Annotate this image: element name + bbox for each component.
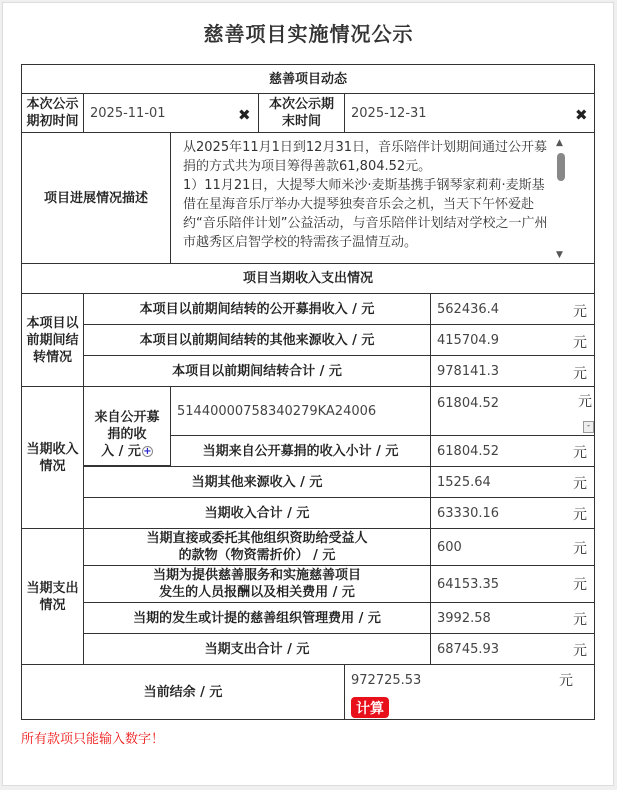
plus-icon[interactable]: +: [143, 446, 152, 457]
public-source-amount: 61804.52: [437, 396, 500, 411]
period-end-value: 2025-12-31: [351, 105, 427, 121]
unit-label: 元: [573, 577, 587, 593]
expense-admin-value: 3992.58: [437, 610, 491, 626]
page-title: 慈善项目实施情况公示: [203, 22, 414, 46]
expense-service-field[interactable]: [430, 565, 595, 603]
period-end-label: 本次公示期 末时间: [258, 93, 345, 133]
public-subtotal-field[interactable]: [430, 435, 595, 467]
unit-label: 元: [573, 476, 587, 492]
public-source-amount-field[interactable]: [430, 386, 595, 436]
unit-label: 元: [573, 612, 587, 628]
period-end-field[interactable]: [344, 93, 595, 133]
progress-text: 从2025年11月1日到12月31日，音乐陪伴计划期间通过公开募捐的方式共为项目筹得善款61,804.52元。 1）11月21日，大提琴大师米沙·麦斯基携手钢琴家莉莉·麦斯基借在星海音乐厅举办大提琴独奏音乐会之机，当天下午怀爱赴约“音乐陪伴计划”公益活动，与音乐陪伴计划结对学校之一广州市越秀区启智学校的特需孩子温情互动。: [183, 140, 548, 250]
progress-scrollbar[interactable]: [555, 138, 567, 260]
unit-label: 元: [573, 304, 587, 320]
expense-total-label: 当期支出合计 / 元: [83, 633, 431, 665]
public-subtotal-value: 61804.52: [437, 443, 500, 459]
expense-direct-value: 600: [437, 539, 462, 555]
unit-label: 元: [573, 335, 587, 351]
unit-label: 元: [573, 507, 587, 523]
expense-admin-field[interactable]: [430, 602, 595, 634]
other-income-field[interactable]: [430, 466, 595, 498]
expense-total-field[interactable]: [430, 633, 595, 665]
unit-label: 元: [578, 394, 592, 410]
progress-label: 项目进展情况描述: [21, 132, 171, 264]
warning-text: 所有款项只能输入数字！: [21, 732, 165, 747]
expense-service-label: 当期为提供慈善服务和实施慈善项目 发生的人员报酬以及相关费用 / 元: [83, 565, 431, 603]
income-group-label: 当期收入 情况: [21, 386, 84, 529]
section-header-finance: 项目当期收入支出情况: [21, 263, 595, 294]
expense-admin-label: 当期的发生或计提的慈善组织管理费用 / 元: [83, 602, 431, 634]
period-start-value: 2025-11-01: [90, 105, 166, 121]
expense-direct-label: 当期直接或委托其他组织资助给受益人 的款物（物资需折价） / 元: [83, 528, 431, 566]
prior-total-value: 978141.3: [437, 363, 500, 379]
expense-total-value: 68745.93: [437, 641, 500, 657]
prior-other-field[interactable]: [430, 324, 595, 356]
unit-label: 元: [573, 541, 587, 557]
public-source-label-cell: [83, 386, 171, 466]
prior-other-label: 本项目以前期间结转的其他来源收入 / 元: [83, 324, 431, 356]
prior-public-label: 本项目以前期间结转的公开募捐收入 / 元: [83, 293, 431, 325]
expense-group-label: 当期支出 情况: [21, 528, 84, 665]
prior-other-value: 415704.9: [437, 332, 500, 348]
close-icon[interactable]: ✖: [238, 106, 251, 124]
other-income-value: 1525.64: [437, 474, 491, 490]
period-start-label: 本次公示 期初时间: [21, 93, 84, 133]
unit-label: 元: [559, 673, 573, 689]
income-total-field[interactable]: [430, 497, 595, 529]
scroll-down-icon[interactable]: ▼: [556, 250, 563, 260]
prior-total-field[interactable]: [430, 355, 595, 387]
expense-service-value: 64153.35: [437, 576, 500, 592]
unit-label: 元: [573, 643, 587, 659]
period-start-field[interactable]: [83, 93, 259, 133]
public-source-label: 来自公开募 捐的收 入 / 元: [94, 410, 160, 459]
public-source-code: 5144000075834027​9KA24006: [177, 403, 377, 419]
unit-label: 元: [573, 366, 587, 382]
unit-label: 元: [573, 445, 587, 461]
scroll-thumb[interactable]: [557, 153, 565, 181]
income-total-label: 当期收入合计 / 元: [83, 497, 431, 529]
close-icon[interactable]: ✖: [575, 106, 588, 124]
other-income-label: 当期其他来源收入 / 元: [83, 466, 431, 498]
balance-label: 当前结余 / 元: [21, 664, 345, 720]
public-source-code-field[interactable]: [170, 386, 431, 436]
calculate-button[interactable]: 计算: [351, 697, 389, 718]
prior-group-label: 本项目以 前期间结 转情况: [21, 293, 84, 387]
scroll-up-icon[interactable]: ▲: [556, 138, 563, 148]
remove-row-button[interactable]: -: [583, 421, 594, 433]
expense-direct-field[interactable]: [430, 528, 595, 566]
prior-total-label: 本项目以前期间结转合计 / 元: [83, 355, 431, 387]
income-total-value: 63330.16: [437, 505, 500, 521]
public-subtotal-label: 当期来自公开募捐的收入小计 / 元: [170, 435, 431, 467]
balance-value: 972725.53: [351, 673, 422, 688]
section-header-dynamic: 慈善项目动态: [21, 64, 595, 94]
prior-public-value: 562436.4: [437, 301, 500, 317]
prior-public-field[interactable]: [430, 293, 595, 325]
